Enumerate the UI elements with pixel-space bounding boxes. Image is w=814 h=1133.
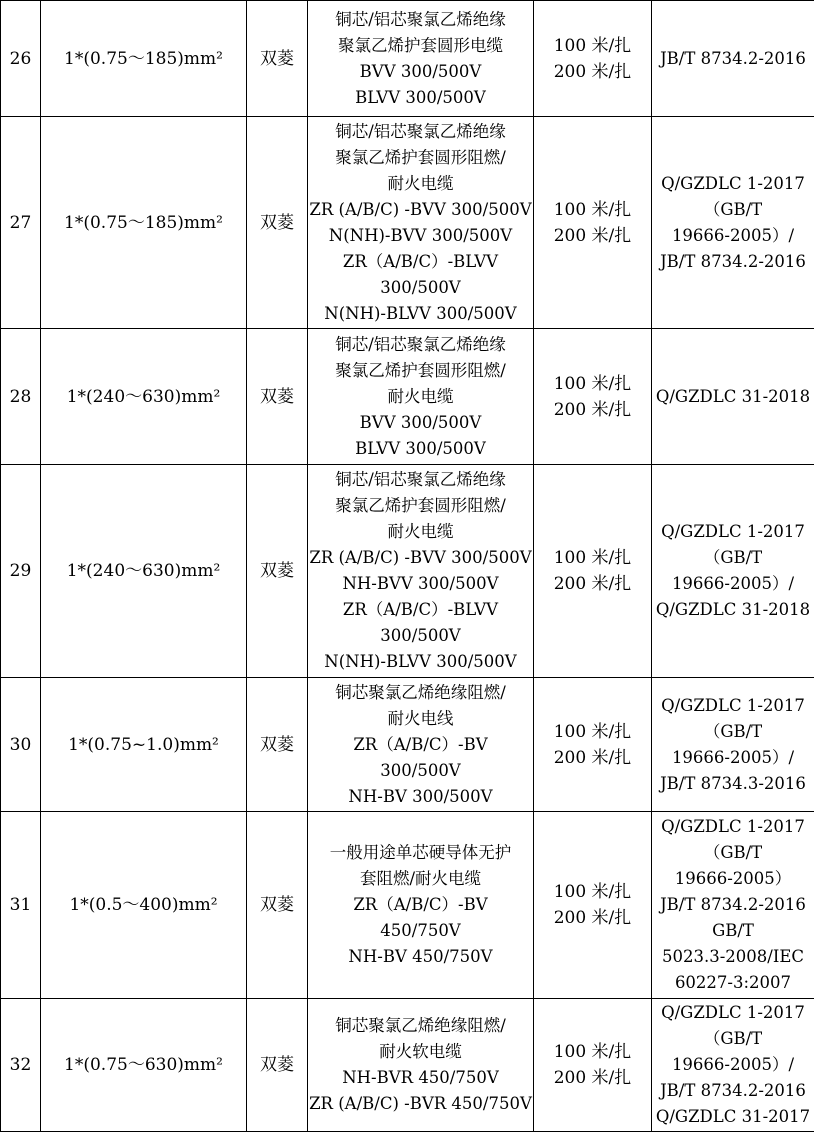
cell-line: （GB/T <box>703 548 763 567</box>
cell-line: 19666-2005）/ <box>671 225 795 245</box>
spec-cell: 1*(0.75~1.0)mm² <box>41 678 247 812</box>
spec-cell: 1*(0.5～400)mm² <box>41 812 247 999</box>
standard-cell <box>652 812 814 999</box>
cell-line: 耐火软电缆 <box>379 1042 462 1061</box>
cell-line: 200 米/扎 <box>553 908 632 928</box>
cell-line: ZR (A/B/C) -BVV 300/500V <box>309 548 532 567</box>
cell-line: N(NH)-BVV 300/500V <box>328 225 513 245</box>
cell-line: 铜芯聚氯乙烯绝缘阻燃/ <box>335 682 506 702</box>
table-row <box>1 999 814 1132</box>
product-name-cell <box>308 1 534 117</box>
brand-cell: 双菱 <box>247 999 308 1132</box>
standard-cell <box>652 678 814 812</box>
packing-cell <box>534 1 652 117</box>
brand-cell: 双菱 <box>247 465 308 678</box>
row-number: 31 <box>1 812 41 999</box>
cell-line: ZR（A/B/C）-BV <box>353 734 488 754</box>
standard-cell <box>652 329 814 465</box>
cell-line: BLVV 300/500V <box>355 87 486 107</box>
cell-line: 100 米/扎 <box>553 35 632 56</box>
cell-line: 耐火电缆 <box>387 522 454 541</box>
cell-line: 19666-2005） <box>674 869 792 888</box>
standard-cell <box>652 1 814 117</box>
brand-cell: 双菱 <box>247 812 308 999</box>
cell-line: JB/T 8734.2-2016 <box>660 251 806 271</box>
table-row <box>1 117 814 329</box>
cell-line: NH-BVV 300/500V <box>342 574 499 593</box>
brand-cell: 双菱 <box>247 1 308 117</box>
product-name-cell <box>308 999 534 1132</box>
row-number: 29 <box>1 465 41 678</box>
cell-line: Q/GZDLC 1-2017 <box>661 817 805 836</box>
cell-line: 19666-2005）/ <box>671 747 795 767</box>
row-number: 30 <box>1 678 41 812</box>
cell-line: 套阻燃/耐火电缆 <box>359 869 482 888</box>
cell-line: 聚氯乙烯护套圆形阻燃/ <box>335 147 506 167</box>
product-name-cell <box>308 678 534 812</box>
cell-line: 一般用途单芯硬导体无护 <box>329 843 512 862</box>
cell-line: JB/T 8734.2-2016 <box>660 1081 806 1100</box>
cell-line: 200 米/扎 <box>553 747 632 768</box>
spec-cell: 1*(240～630)mm² <box>41 465 247 678</box>
cell-line: Q/GZDLC 1-2017 <box>661 695 805 715</box>
spec-cell: 1*(240～630)mm² <box>41 329 247 465</box>
cell-line: 300/500V <box>380 626 461 645</box>
cell-line: NH-BV 450/750V <box>348 947 493 966</box>
product-name-cell <box>308 812 534 999</box>
cell-line: 19666-2005）/ <box>671 574 795 593</box>
cell-line: 铜芯/铝芯聚氯乙烯绝缘 <box>335 334 506 354</box>
cell-line: 300/500V <box>380 277 461 297</box>
cell-line: 450/750V <box>380 921 461 940</box>
cell-line: 铜芯/铝芯聚氯乙烯绝缘 <box>335 470 506 489</box>
packing-cell <box>534 117 652 329</box>
cell-line: 铜芯聚氯乙烯绝缘阻燃/ <box>335 1016 506 1035</box>
cell-line: ZR (A/B/C) -BVR 450/750V <box>309 1094 532 1113</box>
spec-cell: 1*(0.75～185)mm² <box>41 1 247 117</box>
cell-line: 200 米/扎 <box>553 61 632 82</box>
cell-line: JB/T 8734.3-2016 <box>660 773 806 793</box>
cell-line: 100 米/扎 <box>553 721 632 742</box>
table-row <box>1 465 814 678</box>
spec-cell: 1*(0.75～185)mm² <box>41 117 247 329</box>
cell-line: （GB/T <box>703 843 763 862</box>
row-number: 28 <box>1 329 41 465</box>
product-name-cell <box>308 329 534 465</box>
cell-line: BLVV 300/500V <box>355 438 486 458</box>
cell-line: Q/GZDLC 1-2017 <box>661 522 805 541</box>
cell-line: N(NH)-BLVV 300/500V <box>324 652 517 671</box>
table-row <box>1 678 814 812</box>
cell-line: 100 米/扎 <box>553 548 632 568</box>
cell-line: GB/T <box>712 921 754 940</box>
table-row <box>1 812 814 999</box>
packing-cell <box>534 812 652 999</box>
cell-line: Q/GZDLC 31-2018 <box>655 600 811 619</box>
cell-line: Q/GZDLC 31-2018 <box>655 386 811 406</box>
cell-line: 铜芯/铝芯聚氯乙烯绝缘 <box>335 9 506 29</box>
cell-line: 19666-2005）/ <box>671 1055 795 1074</box>
cell-line: 300/500V <box>380 760 461 780</box>
cell-line: 耐火电缆 <box>387 386 454 406</box>
brand-cell: 双菱 <box>247 329 308 465</box>
row-number: 26 <box>1 1 41 117</box>
cell-line: 200 米/扎 <box>553 574 632 594</box>
standard-cell <box>652 999 814 1132</box>
cell-line: Q/GZDLC 1-2017 <box>661 1003 805 1022</box>
packing-cell <box>534 999 652 1132</box>
cell-line: ZR (A/B/C) -BVV 300/500V <box>309 199 532 219</box>
cell-line: JB/T 8734.2-2016 <box>660 895 806 914</box>
table-row <box>1 1 814 117</box>
packing-cell <box>534 465 652 678</box>
product-name-cell <box>308 117 534 329</box>
spec-cell: 1*(0.75～630)mm² <box>41 999 247 1132</box>
cell-line: NH-BV 300/500V <box>348 786 493 806</box>
cell-line: BVV 300/500V <box>359 412 482 432</box>
brand-cell: 双菱 <box>247 678 308 812</box>
cell-line: Q/GZDLC 1-2017 <box>661 173 805 193</box>
cell-line: ZR（A/B/C）-BLVV <box>342 251 499 271</box>
row-number: 32 <box>1 999 41 1132</box>
cell-line: 200 米/扎 <box>553 399 632 420</box>
product-name-cell <box>308 465 534 678</box>
cell-line: 100 米/扎 <box>553 199 632 220</box>
table-body <box>1 1 814 1132</box>
cell-line: （GB/T <box>703 1029 763 1048</box>
cell-line: N(NH)-BLVV 300/500V <box>324 303 517 323</box>
cell-line: 聚氯乙烯护套圆形阻燃/ <box>335 360 506 380</box>
cell-line: NH-BVR 450/750V <box>342 1068 499 1087</box>
cell-line: 60227-3:2007 <box>674 973 792 992</box>
cell-line: Q/GZDLC 31-2017 <box>655 1107 811 1126</box>
table-row <box>1 329 814 465</box>
cell-line: 铜芯/铝芯聚氯乙烯绝缘 <box>335 121 506 141</box>
cell-line: ZR（A/B/C）-BLVV <box>342 600 499 619</box>
cell-line: 聚氯乙烯护套圆形电缆 <box>338 35 503 55</box>
cell-line: （GB/T <box>703 721 763 741</box>
packing-cell <box>534 329 652 465</box>
cell-line: 耐火电线 <box>387 708 454 728</box>
cell-line: 100 米/扎 <box>553 882 632 902</box>
cell-line: 聚氯乙烯护套圆形阻燃/ <box>335 496 506 515</box>
cell-line: 100 米/扎 <box>553 373 632 394</box>
cell-line: ZR（A/B/C）-BV <box>353 895 488 914</box>
cell-line: JB/T 8734.2-2016 <box>660 48 806 68</box>
cell-line: 100 米/扎 <box>553 1042 632 1062</box>
brand-cell: 双菱 <box>247 117 308 329</box>
cell-line: 200 米/扎 <box>553 1068 632 1088</box>
cell-line: 5023.3-2008/IEC <box>661 947 805 966</box>
packing-cell <box>534 678 652 812</box>
row-number: 27 <box>1 117 41 329</box>
standard-cell <box>652 465 814 678</box>
cell-line: （GB/T <box>703 199 763 219</box>
cell-line: 200 米/扎 <box>553 225 632 246</box>
standard-cell <box>652 117 814 329</box>
cell-line: BVV 300/500V <box>359 61 482 81</box>
cell-line: 耐火电缆 <box>387 173 454 193</box>
